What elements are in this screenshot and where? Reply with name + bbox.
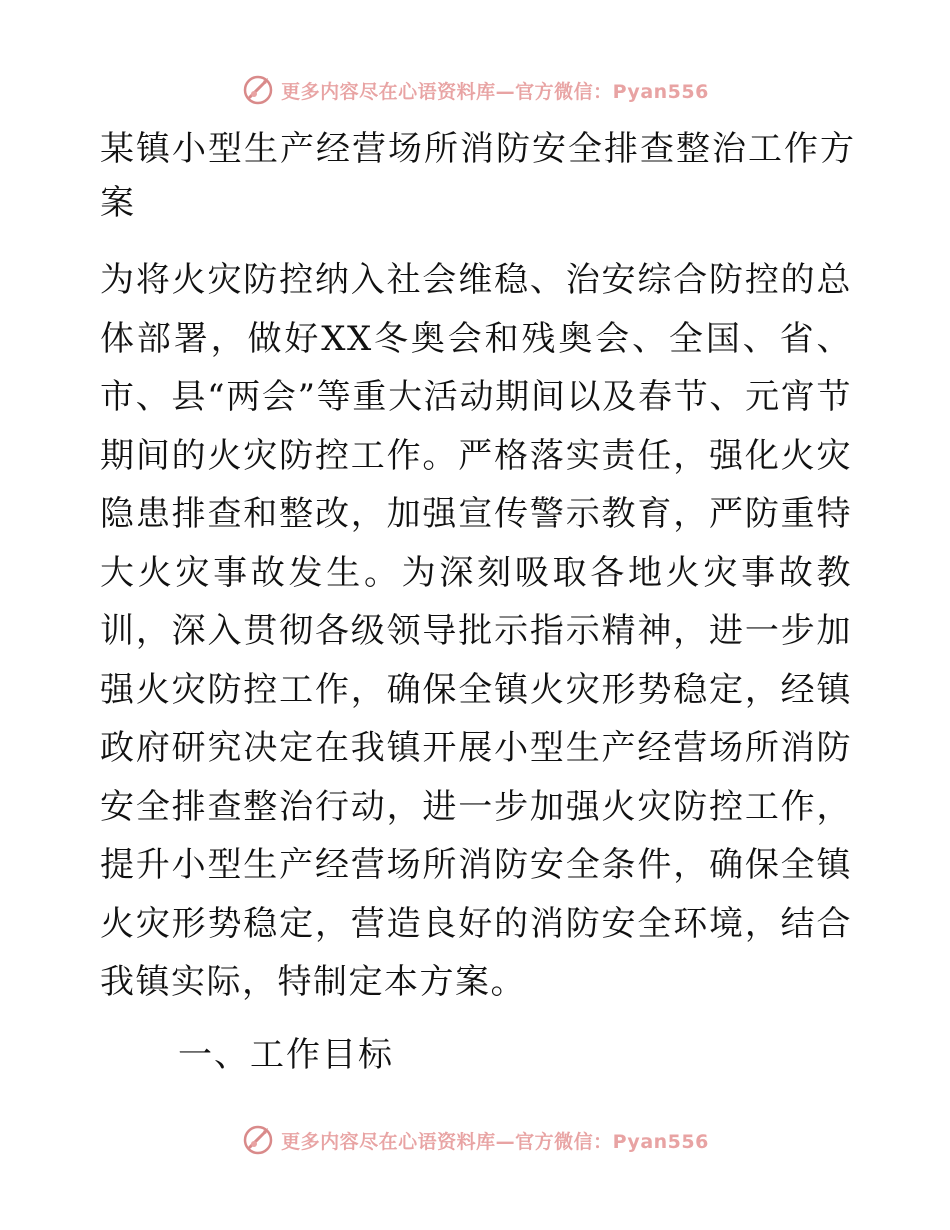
- watermark-text: 更多内容尽在心语资料库—官方微信：Pyan556: [281, 1130, 709, 1153]
- watermark-banner-top: [0, 70, 950, 110]
- section-heading: 一、工作目标: [178, 1035, 394, 1075]
- watermark-logo-icon: [241, 73, 275, 107]
- body-paragraph: 为将火灾防控纳入社会维稳、治安综合防控的总体部署，做好XX冬奥会和残奥会、全国、省、市、县“两会”等重大活动期间以及春节、元宵节期间的火灾防控工作。严格落实责任，强化火灾隐患排查和整改，加强宣传警示教育，严防重特大火灾事故发生。为深刻吸取各地火灾事故教训，深入贯彻各级领导批示指示精神，进一步加强火灾防控工作，确保全镇火灾形势稳定，经镇政府研究决定在我镇开展小型生产经营场所消防安全排查整治行动，进一步加强火灾防控工作，提升小型生产经营场所消防安全条件，确保全镇火灾形势稳定，营造良好的消防安全环境，结合我镇实际，特制定本方案。: [100, 260, 852, 1002]
- watermark-text: 更多内容尽在心语资料库—官方微信：Pyan556: [281, 80, 709, 103]
- watermark-banner-bottom: [0, 1120, 950, 1160]
- watermark-logo-icon: [241, 1123, 275, 1157]
- document-title: 某镇小型生产经营场所消防安全排查整治工作方案: [100, 129, 856, 223]
